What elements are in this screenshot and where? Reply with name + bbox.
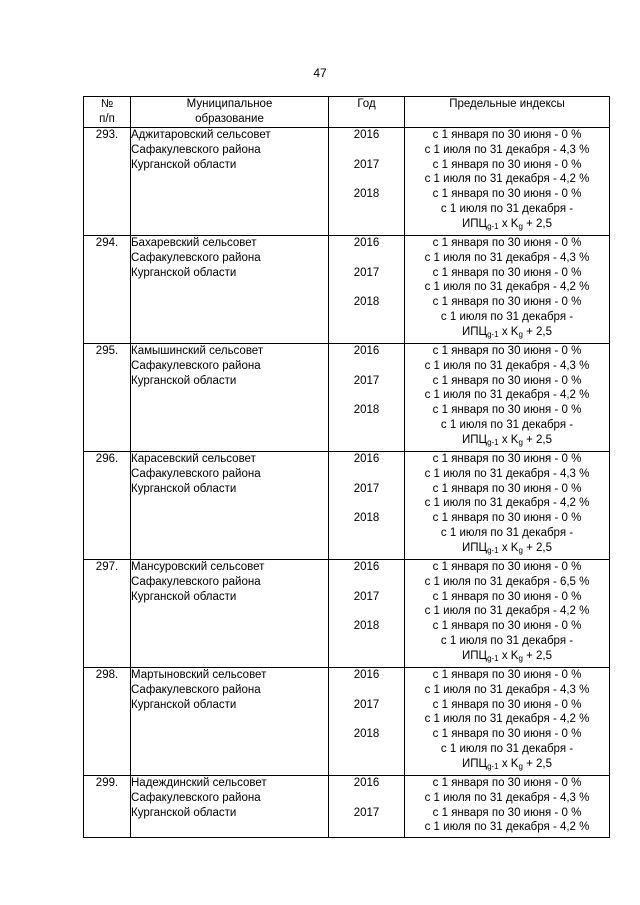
year-cell xyxy=(329,560,405,668)
municipality-line: Курганской области xyxy=(131,266,237,279)
index-line: с 1 января по 30 июня - 0 % xyxy=(432,296,582,309)
year-cell xyxy=(329,236,405,344)
municipality-line: Курганской области xyxy=(131,374,237,387)
index-line: с 1 января по 30 июня - 0 % xyxy=(432,453,582,465)
indices-cell xyxy=(405,236,610,344)
index-line: с 1 июля по 31 декабря - 4,3 % xyxy=(424,467,590,480)
municipality-line: Сафакулевского района xyxy=(131,143,261,156)
year-value: 2017 xyxy=(353,482,380,495)
index-line: с 1 января по 30 июня - 0 % xyxy=(432,561,582,573)
index-line: с 1 июля по 31 декабря - 6,5 % xyxy=(424,575,590,588)
indices-cell xyxy=(405,776,610,838)
header-municipality: Муниципальное образование xyxy=(131,97,329,128)
municipality-cell xyxy=(131,668,329,776)
table-row xyxy=(84,776,610,838)
row-number: 293. xyxy=(84,128,131,236)
municipality-line: Курганской области xyxy=(131,482,237,495)
header-year: Год xyxy=(329,97,405,128)
year-value: 2016 xyxy=(353,453,380,465)
municipality-line: Надеждинский сельсовет xyxy=(131,777,267,789)
index-line: с 1 января по 30 июня - 0 % xyxy=(432,669,582,681)
year-value: 2017 xyxy=(353,806,380,819)
index-formula: $ИПЦ_{g-1}$ x $K_g + 2,5$ xyxy=(462,217,552,231)
municipality-line: Курганской области xyxy=(131,590,237,603)
index-line: с 1 января по 30 июня - 0 % xyxy=(432,345,582,357)
municipality-cell xyxy=(131,128,329,236)
index-line: с 1 июля по 31 декабря - xyxy=(440,202,574,215)
index-line: с 1 июля по 31 декабря - 4,3 % xyxy=(424,359,590,372)
index-line: с 1 января по 30 июня - 0 % xyxy=(432,158,582,171)
index-line: с 1 июля по 31 декабря - xyxy=(440,418,574,431)
index-line: с 1 января по 30 июня - 0 % xyxy=(432,266,582,279)
municipality-line: Курганской области xyxy=(131,806,237,819)
municipality-line: Сафакулевского района xyxy=(131,251,261,264)
year-value: 2016 xyxy=(353,345,380,357)
index-formula: $ИПЦ_{g-1}$ x $K_g + 2,5$ xyxy=(462,325,552,339)
year-value: 2016 xyxy=(353,777,380,789)
indices-cell xyxy=(405,452,610,560)
year-value: 2018 xyxy=(353,296,380,309)
municipality-line: Сафакулевского района xyxy=(131,683,261,696)
municipality-line: Мансуровский сельсовет xyxy=(131,561,265,573)
index-line: с 1 января по 30 июня - 0 % xyxy=(432,777,582,789)
index-line: с 1 января по 30 июня - 0 % xyxy=(432,698,582,711)
header-indices: Предельные индексы xyxy=(405,97,610,128)
indices-cell xyxy=(405,344,610,452)
municipality-line: Сафакулевского района xyxy=(131,359,261,372)
municipality-cell xyxy=(131,344,329,452)
municipality-cell xyxy=(131,776,329,838)
index-formula: $ИПЦ_{g-1}$ x $K_g + 2,5$ xyxy=(462,433,552,447)
year-cell xyxy=(329,776,405,838)
municipality-line: Сафакулевского района xyxy=(131,467,261,480)
row-number: 297. xyxy=(84,560,131,668)
tariff-index-table xyxy=(83,96,610,838)
index-line: с 1 января по 30 июня - 0 % xyxy=(432,374,582,387)
municipality-line: Бахаревский сельсовет xyxy=(131,237,257,249)
municipality-line: Аджитаровский сельсовет xyxy=(131,129,271,141)
year-value: 2017 xyxy=(353,266,380,279)
index-line: с 1 июля по 31 декабря - xyxy=(440,310,574,323)
municipality-line: Сафакулевского района xyxy=(131,791,261,804)
index-line: с 1 июля по 31 декабря - xyxy=(440,634,574,647)
index-line: с 1 января по 30 июня - 0 % xyxy=(432,590,582,603)
year-value: 2018 xyxy=(353,512,380,525)
indices-cell xyxy=(405,668,610,776)
year-value: 2018 xyxy=(353,404,380,417)
index-line: с 1 июля по 31 декабря - 4,2 % xyxy=(424,281,590,294)
index-line: с 1 июля по 31 декабря - 4,2 % xyxy=(424,173,590,186)
index-line: с 1 января по 30 июня - 0 % xyxy=(432,129,582,141)
indices-cell xyxy=(405,128,610,236)
year-value: 2017 xyxy=(353,158,380,171)
index-formula: $ИПЦ_{g-1}$ x $K_g + 2,5$ xyxy=(462,649,552,663)
row-number: 294. xyxy=(84,236,131,344)
year-value: 2018 xyxy=(353,188,380,201)
year-value: 2017 xyxy=(353,374,380,387)
year-value: 2018 xyxy=(353,728,380,741)
year-value: 2017 xyxy=(353,698,380,711)
year-value: 2016 xyxy=(353,237,380,249)
index-line: с 1 января по 30 июня - 0 % xyxy=(432,512,582,525)
year-cell xyxy=(329,668,405,776)
index-line: с 1 июля по 31 декабря - 4,3 % xyxy=(424,143,590,156)
table-row xyxy=(84,560,610,668)
index-line: с 1 июля по 31 декабря - 4,2 % xyxy=(424,713,590,726)
index-line: с 1 июля по 31 декабря - xyxy=(440,526,574,539)
municipality-cell xyxy=(131,560,329,668)
year-cell xyxy=(329,344,405,452)
index-line: с 1 января по 30 июня - 0 % xyxy=(432,728,582,741)
index-line: с 1 января по 30 июня - 0 % xyxy=(432,237,582,249)
index-line: с 1 июля по 31 декабря - 4,3 % xyxy=(424,791,590,804)
header-number: № п/п xyxy=(84,97,131,128)
index-line: с 1 июля по 31 декабря - 4,3 % xyxy=(424,251,590,264)
table-row xyxy=(84,452,610,560)
index-line: с 1 июля по 31 декабря - 4,3 % xyxy=(424,683,590,696)
municipality-line: Карасевский сельсовет xyxy=(131,453,256,465)
index-line: с 1 июля по 31 декабря - 4,2 % xyxy=(424,497,590,510)
municipality-cell xyxy=(131,236,329,344)
index-line: с 1 июля по 31 декабря - 4,2 % xyxy=(424,821,590,834)
year-value: 2016 xyxy=(353,561,380,573)
row-number: 299. xyxy=(84,776,131,838)
table-row xyxy=(84,668,610,776)
row-number: 296. xyxy=(84,452,131,560)
table-header-row xyxy=(84,97,610,128)
year-value: 2018 xyxy=(353,620,380,633)
year-cell xyxy=(329,452,405,560)
index-line: с 1 января по 30 июня - 0 % xyxy=(432,482,582,495)
year-cell xyxy=(329,128,405,236)
index-line: с 1 июля по 31 декабря - 4,2 % xyxy=(424,605,590,618)
year-value: 2017 xyxy=(353,590,380,603)
year-value: 2016 xyxy=(353,129,380,141)
index-line: с 1 января по 30 июня - 0 % xyxy=(432,188,582,201)
municipality-line: Курганской области xyxy=(131,698,237,711)
index-line: с 1 июля по 31 декабря - 4,2 % xyxy=(424,389,590,402)
municipality-line: Курганской области xyxy=(131,158,237,171)
municipality-cell xyxy=(131,452,329,560)
index-formula: $ИПЦ_{g-1}$ x $K_g + 2,5$ xyxy=(462,757,552,771)
index-line: с 1 июля по 31 декабря - xyxy=(440,742,574,755)
index-line: с 1 января по 30 июня - 0 % xyxy=(432,620,582,633)
row-number: 298. xyxy=(84,668,131,776)
table-row xyxy=(84,344,610,452)
table-row xyxy=(84,236,610,344)
municipality-line: Мартыновский сельсовет xyxy=(131,669,267,681)
page-number: 47 xyxy=(313,66,327,80)
table-row xyxy=(84,128,610,236)
index-formula: $ИПЦ_{g-1}$ x $K_g + 2,5$ xyxy=(462,541,552,555)
year-value: 2016 xyxy=(353,669,380,681)
index-line: с 1 января по 30 июня - 0 % xyxy=(432,806,582,819)
index-line: с 1 января по 30 июня - 0 % xyxy=(432,404,582,417)
indices-cell xyxy=(405,560,610,668)
municipality-line: Сафакулевского района xyxy=(131,575,261,588)
municipality-line: Камышинский сельсовет xyxy=(131,345,264,357)
row-number: 295. xyxy=(84,344,131,452)
